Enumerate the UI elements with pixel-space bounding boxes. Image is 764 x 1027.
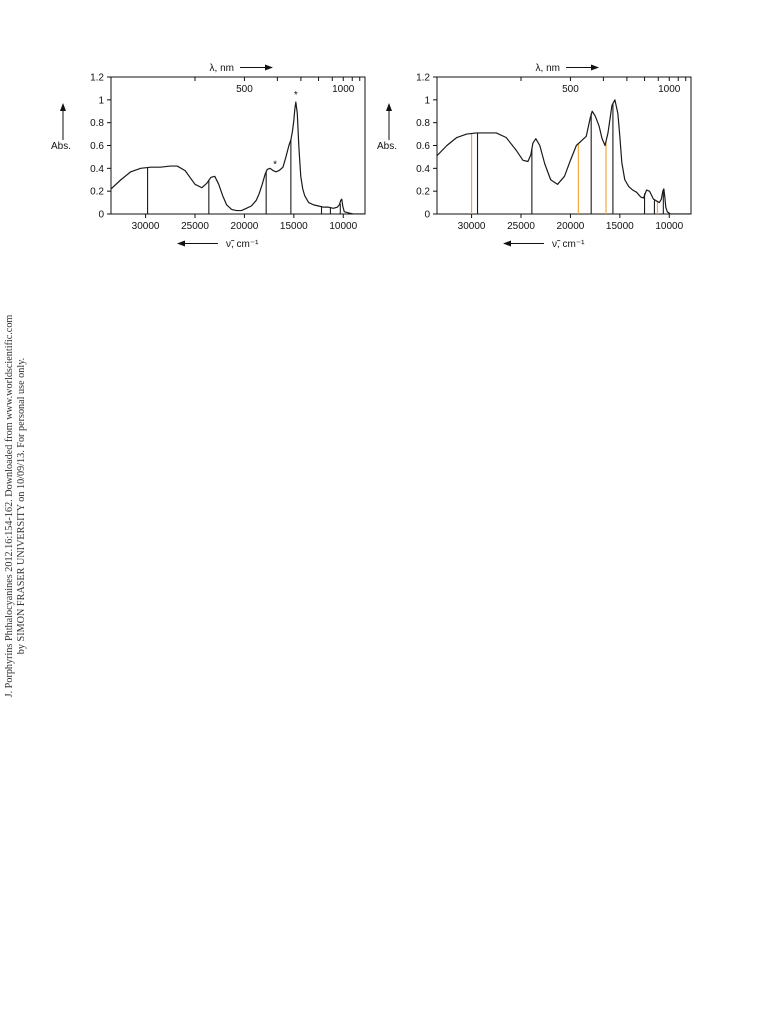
y-tick-label: 0.2 (416, 186, 430, 198)
y-tick-label: 1 (424, 95, 430, 107)
download-watermark-line-2: by SIMON FRASER UNIVERSITY on 10/09/13. For personal use only. (15, 357, 27, 655)
x-axis-label: ν̃, cm⁻¹ (226, 239, 259, 250)
y-tick-label: 0.4 (90, 163, 104, 175)
y-tick-label: 0 (98, 209, 104, 221)
x-tick-label: 20000 (230, 221, 259, 232)
y-tick-label: 0.4 (416, 163, 430, 175)
y-tick-label: 0.6 (90, 141, 104, 152)
download-watermark-line-1: J. Porphyrins Phthalocyanines 2012.16:154-162. Downloaded from www.worldscientific.com (4, 314, 15, 698)
top-tick-label: 1000 (332, 84, 355, 95)
y-tick-label: 0.2 (90, 186, 104, 198)
peak-annotation: * (273, 159, 278, 171)
y-tick-label: 0.8 (90, 118, 104, 130)
spectrum-chart-1 (51, 63, 365, 250)
spectra-figure (0, 0, 764, 300)
y-tick-label: 0.8 (416, 118, 430, 130)
top-tick-label: 500 (562, 84, 579, 95)
y-tick-label: 0 (424, 209, 430, 221)
x-tick-label: 25000 (507, 221, 535, 232)
x-tick-label: 10000 (329, 221, 358, 232)
x-axis-label: ν̃, cm⁻¹ (552, 239, 585, 250)
spectrum-line (437, 100, 691, 214)
plot-frame (437, 77, 691, 214)
y-tick-label: 1 (98, 95, 104, 107)
top-axis-label: λ, nm (209, 63, 234, 74)
x-tick-label: 30000 (457, 221, 486, 232)
peak-annotation: * (293, 89, 298, 101)
x-tick-label: 10000 (655, 221, 684, 232)
spectrum-chart-2 (377, 63, 691, 250)
top-tick-label: 500 (236, 84, 253, 95)
spectrum-line (111, 102, 365, 214)
x-tick-label: 30000 (131, 221, 160, 232)
y-axis-label: Abs. (377, 141, 398, 152)
x-tick-label: 25000 (181, 221, 209, 232)
y-axis-label: Abs. (51, 141, 72, 152)
x-tick-label: 20000 (556, 221, 585, 232)
top-tick-label: 1000 (658, 84, 681, 95)
x-tick-label: 15000 (605, 221, 634, 232)
y-tick-label: 1.2 (90, 72, 104, 84)
plot-frame (111, 77, 365, 214)
y-tick-label: 0.6 (416, 141, 430, 152)
download-watermark (4, 296, 27, 716)
x-tick-label: 15000 (279, 221, 308, 232)
top-axis-label: λ, nm (535, 63, 560, 74)
y-tick-label: 1.2 (416, 72, 430, 84)
